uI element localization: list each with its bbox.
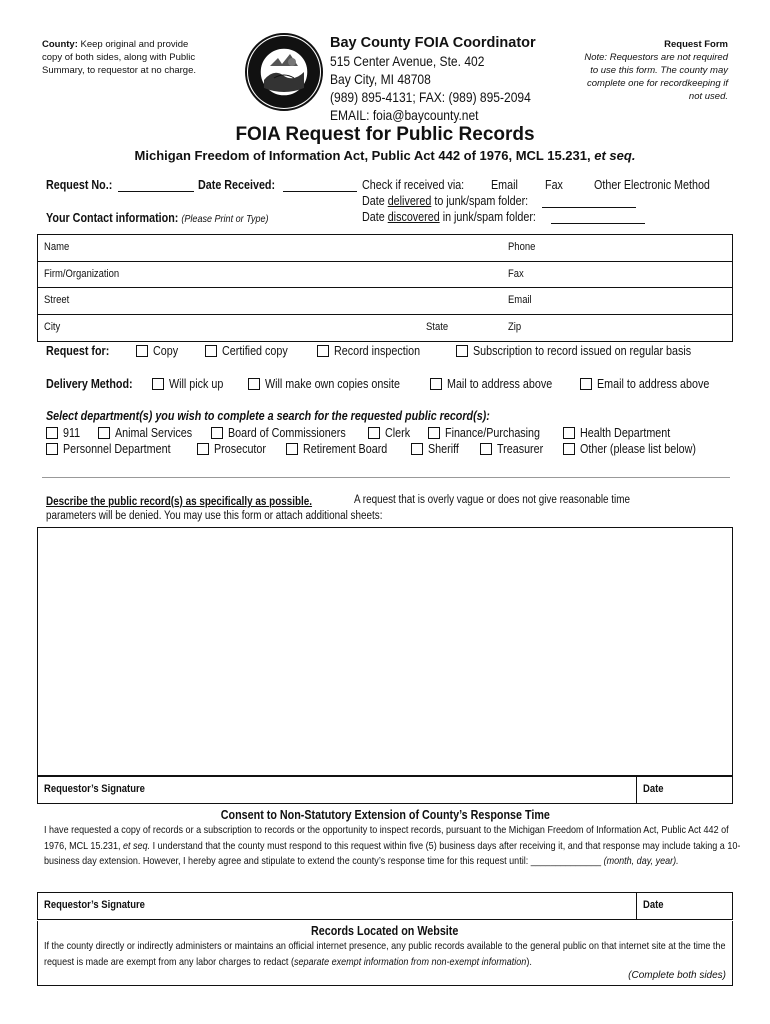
contact-label: Your Contact information: bbox=[46, 211, 179, 225]
discovered-junk-row: Date discovered in junk/spam folder: bbox=[362, 210, 536, 224]
dept-personnel[interactable]: Personnel Department bbox=[46, 442, 188, 456]
dept-prosecutor[interactable]: Prosecutor bbox=[197, 442, 274, 456]
request-inspection-option[interactable]: Record inspection bbox=[317, 344, 434, 358]
county-label: County: bbox=[42, 39, 78, 50]
checkbox[interactable] bbox=[46, 427, 58, 439]
office-title: Bay County FOIA Coordinator bbox=[330, 35, 536, 51]
dept-finance[interactable]: Finance/Purchasing bbox=[428, 426, 555, 440]
checkbox[interactable] bbox=[197, 443, 209, 455]
check-received-label: Check if received via: bbox=[362, 178, 465, 192]
subtitle-text: Michigan Freedom of Information Act, Public Act 442 of 1976, MCL 15.231, bbox=[134, 148, 591, 163]
consent-text: I have requested a copy of records or a subscription to records or the opportunity to inspect records, pursuant to the Michigan Freedom of Information Act, Public Act 442 of 1976, MCL 15.231, et seq. I understand that the county must respond to this request within five (5) business days after receiving it, and that response may include taking a 10-business day extension. However, I hereby agree and stipulate to extend the county’s response time for this request until: ______________ (month, day, year). bbox=[44, 824, 741, 867]
contact-row-street[interactable] bbox=[38, 288, 732, 315]
describe-text-first: A request that is overly vague or does not give reasonable time bbox=[354, 494, 630, 506]
bottom-border bbox=[37, 985, 733, 986]
request-no-field[interactable] bbox=[118, 180, 194, 192]
delivery-onsite-option[interactable]: Will make own copies onsite bbox=[248, 377, 422, 391]
date-label: Date bbox=[643, 783, 664, 795]
office-phone-fax: (989) 895-4131; FAX: (989) 895-2094 bbox=[330, 89, 531, 105]
checkbox[interactable] bbox=[428, 427, 440, 439]
via-fax[interactable]: Fax bbox=[545, 178, 563, 192]
signature-row-2[interactable] bbox=[37, 892, 733, 920]
city-label: City bbox=[44, 320, 61, 333]
consent-title: Consent to Non-Statutory Extension of County’s Response Time bbox=[220, 808, 550, 822]
checkbox[interactable] bbox=[368, 427, 380, 439]
contact-row-name[interactable] bbox=[38, 235, 732, 262]
department-heading: Select department(s) you wish to complete a search for the requested public record(s): bbox=[46, 409, 490, 423]
checkbox[interactable] bbox=[248, 378, 260, 390]
complete-both-sides-note: (Complete both sides) bbox=[628, 970, 726, 981]
office-address-2: Bay City, MI 48708 bbox=[330, 71, 431, 87]
request-for-label: Request for: bbox=[46, 344, 110, 358]
request-form-title: Request Form bbox=[664, 39, 728, 50]
fax-label: Fax bbox=[508, 267, 524, 280]
checkbox[interactable] bbox=[411, 443, 423, 455]
signature-date-cell[interactable] bbox=[636, 893, 733, 919]
page-title: FOIA Request for Public Records bbox=[235, 124, 535, 145]
discovered-word: discovered bbox=[387, 210, 440, 224]
signature-date-cell[interactable] bbox=[636, 777, 733, 803]
checkbox[interactable] bbox=[286, 443, 298, 455]
delivery-mail-option[interactable]: Mail to address above bbox=[430, 377, 569, 391]
firm-label: Firm/Organization bbox=[44, 267, 120, 280]
checkbox[interactable] bbox=[456, 345, 468, 357]
dept-other[interactable]: Other (please list below) bbox=[563, 442, 715, 456]
delivered-date-field[interactable] bbox=[542, 196, 636, 208]
via-email[interactable]: Email bbox=[491, 178, 518, 192]
date-received-label: Date Received: bbox=[198, 178, 276, 192]
office-info bbox=[330, 34, 610, 124]
dept-animal-services[interactable]: Animal Services bbox=[98, 426, 205, 440]
state-label: State bbox=[426, 320, 449, 333]
dept-clerk[interactable]: Clerk bbox=[368, 426, 414, 440]
checkbox[interactable] bbox=[152, 378, 164, 390]
checkbox[interactable] bbox=[563, 443, 575, 455]
subtitle-italic: et seq. bbox=[594, 148, 636, 163]
signature-label: Requestor’s Signature bbox=[44, 783, 145, 795]
name-label: Name bbox=[44, 241, 70, 253]
request-info-row bbox=[46, 178, 123, 192]
date-received-field[interactable] bbox=[283, 180, 357, 192]
delivery-method-label: Delivery Method: bbox=[46, 377, 133, 391]
checkbox[interactable] bbox=[480, 443, 492, 455]
contact-table bbox=[37, 234, 733, 342]
via-other[interactable]: Other Electronic Method bbox=[594, 178, 710, 192]
delivered-word: delivered bbox=[387, 194, 432, 208]
contact-note: (Please Print or Type) bbox=[181, 213, 269, 225]
request-certified-option[interactable]: Certified copy bbox=[205, 344, 298, 358]
county-note: Keep original and provide copy of both sides, along with Public Summary, to requestor at no charge. bbox=[42, 39, 197, 76]
delivered-junk-row: Date delivered to junk/spam folder: bbox=[362, 194, 529, 208]
right-border bbox=[732, 921, 733, 986]
dept-911[interactable]: 911 bbox=[46, 426, 83, 440]
dept-treasurer[interactable]: Treasurer bbox=[480, 442, 551, 456]
email-label: Email bbox=[508, 294, 532, 306]
describe-bold: Describe the public record(s) as specifically as possible. bbox=[46, 496, 313, 508]
checkbox[interactable] bbox=[430, 378, 442, 390]
website-text: If the county directly or indirectly administers or maintains an official internet presence, any public records available to the general public on that internet site at the time the request is made are exempt from any labor charges to redact (separate exempt information from non-exempt information). bbox=[44, 940, 726, 968]
dept-board-commissioners[interactable]: Board of Commissioners bbox=[211, 426, 365, 440]
phone-label: Phone bbox=[508, 241, 536, 253]
dept-sheriff[interactable]: Sheriff bbox=[411, 442, 464, 456]
discovered-date-field[interactable] bbox=[551, 212, 645, 224]
contact-row-firm[interactable] bbox=[38, 262, 732, 289]
checkbox[interactable] bbox=[46, 443, 58, 455]
checkbox[interactable] bbox=[98, 427, 110, 439]
left-border bbox=[37, 921, 38, 986]
records-description-field[interactable] bbox=[37, 527, 733, 776]
checkbox[interactable] bbox=[580, 378, 592, 390]
other-dept-line[interactable] bbox=[42, 477, 730, 478]
checkbox[interactable] bbox=[317, 345, 329, 357]
delivery-email-option[interactable]: Email to address above bbox=[580, 377, 728, 391]
checkbox[interactable] bbox=[211, 427, 223, 439]
delivery-pickup-option[interactable]: Will pick up bbox=[152, 377, 232, 391]
request-subscription-option[interactable]: Subscription to record issued on regular basis bbox=[456, 344, 727, 358]
requestor-note: Note: Requestors are not required to use this form. The county may complete one for recordkeeping if not used. bbox=[584, 52, 728, 102]
checkbox[interactable] bbox=[563, 427, 575, 439]
request-form-note bbox=[578, 38, 728, 103]
signature-label: Requestor’s Signature bbox=[44, 899, 145, 911]
contact-info-heading bbox=[46, 211, 305, 225]
bay-county-seal bbox=[244, 32, 324, 112]
zip-label: Zip bbox=[508, 320, 522, 333]
office-address-1: 515 Center Avenue, Ste. 402 bbox=[330, 53, 485, 69]
request-copy-option[interactable]: Copy bbox=[136, 344, 182, 358]
checkbox[interactable] bbox=[136, 345, 148, 357]
website-title: Records Located on Website bbox=[311, 924, 459, 938]
contact-row-city[interactable] bbox=[38, 315, 732, 342]
office-email: EMAIL: foia@baycounty.net bbox=[330, 107, 479, 123]
checkbox[interactable] bbox=[205, 345, 217, 357]
dept-retirement-board[interactable]: Retirement Board bbox=[286, 442, 401, 456]
request-no-label: Request No.: bbox=[46, 178, 113, 192]
page-subtitle bbox=[0, 148, 770, 163]
describe-text-second: parameters will be denied. You may use this form or attach additional sheets: bbox=[46, 510, 383, 522]
signature-row-1[interactable] bbox=[37, 776, 733, 804]
date-label: Date bbox=[643, 899, 664, 911]
dept-health[interactable]: Health Department bbox=[563, 426, 685, 440]
street-label: Street bbox=[44, 294, 70, 306]
county-instructions bbox=[42, 38, 202, 77]
